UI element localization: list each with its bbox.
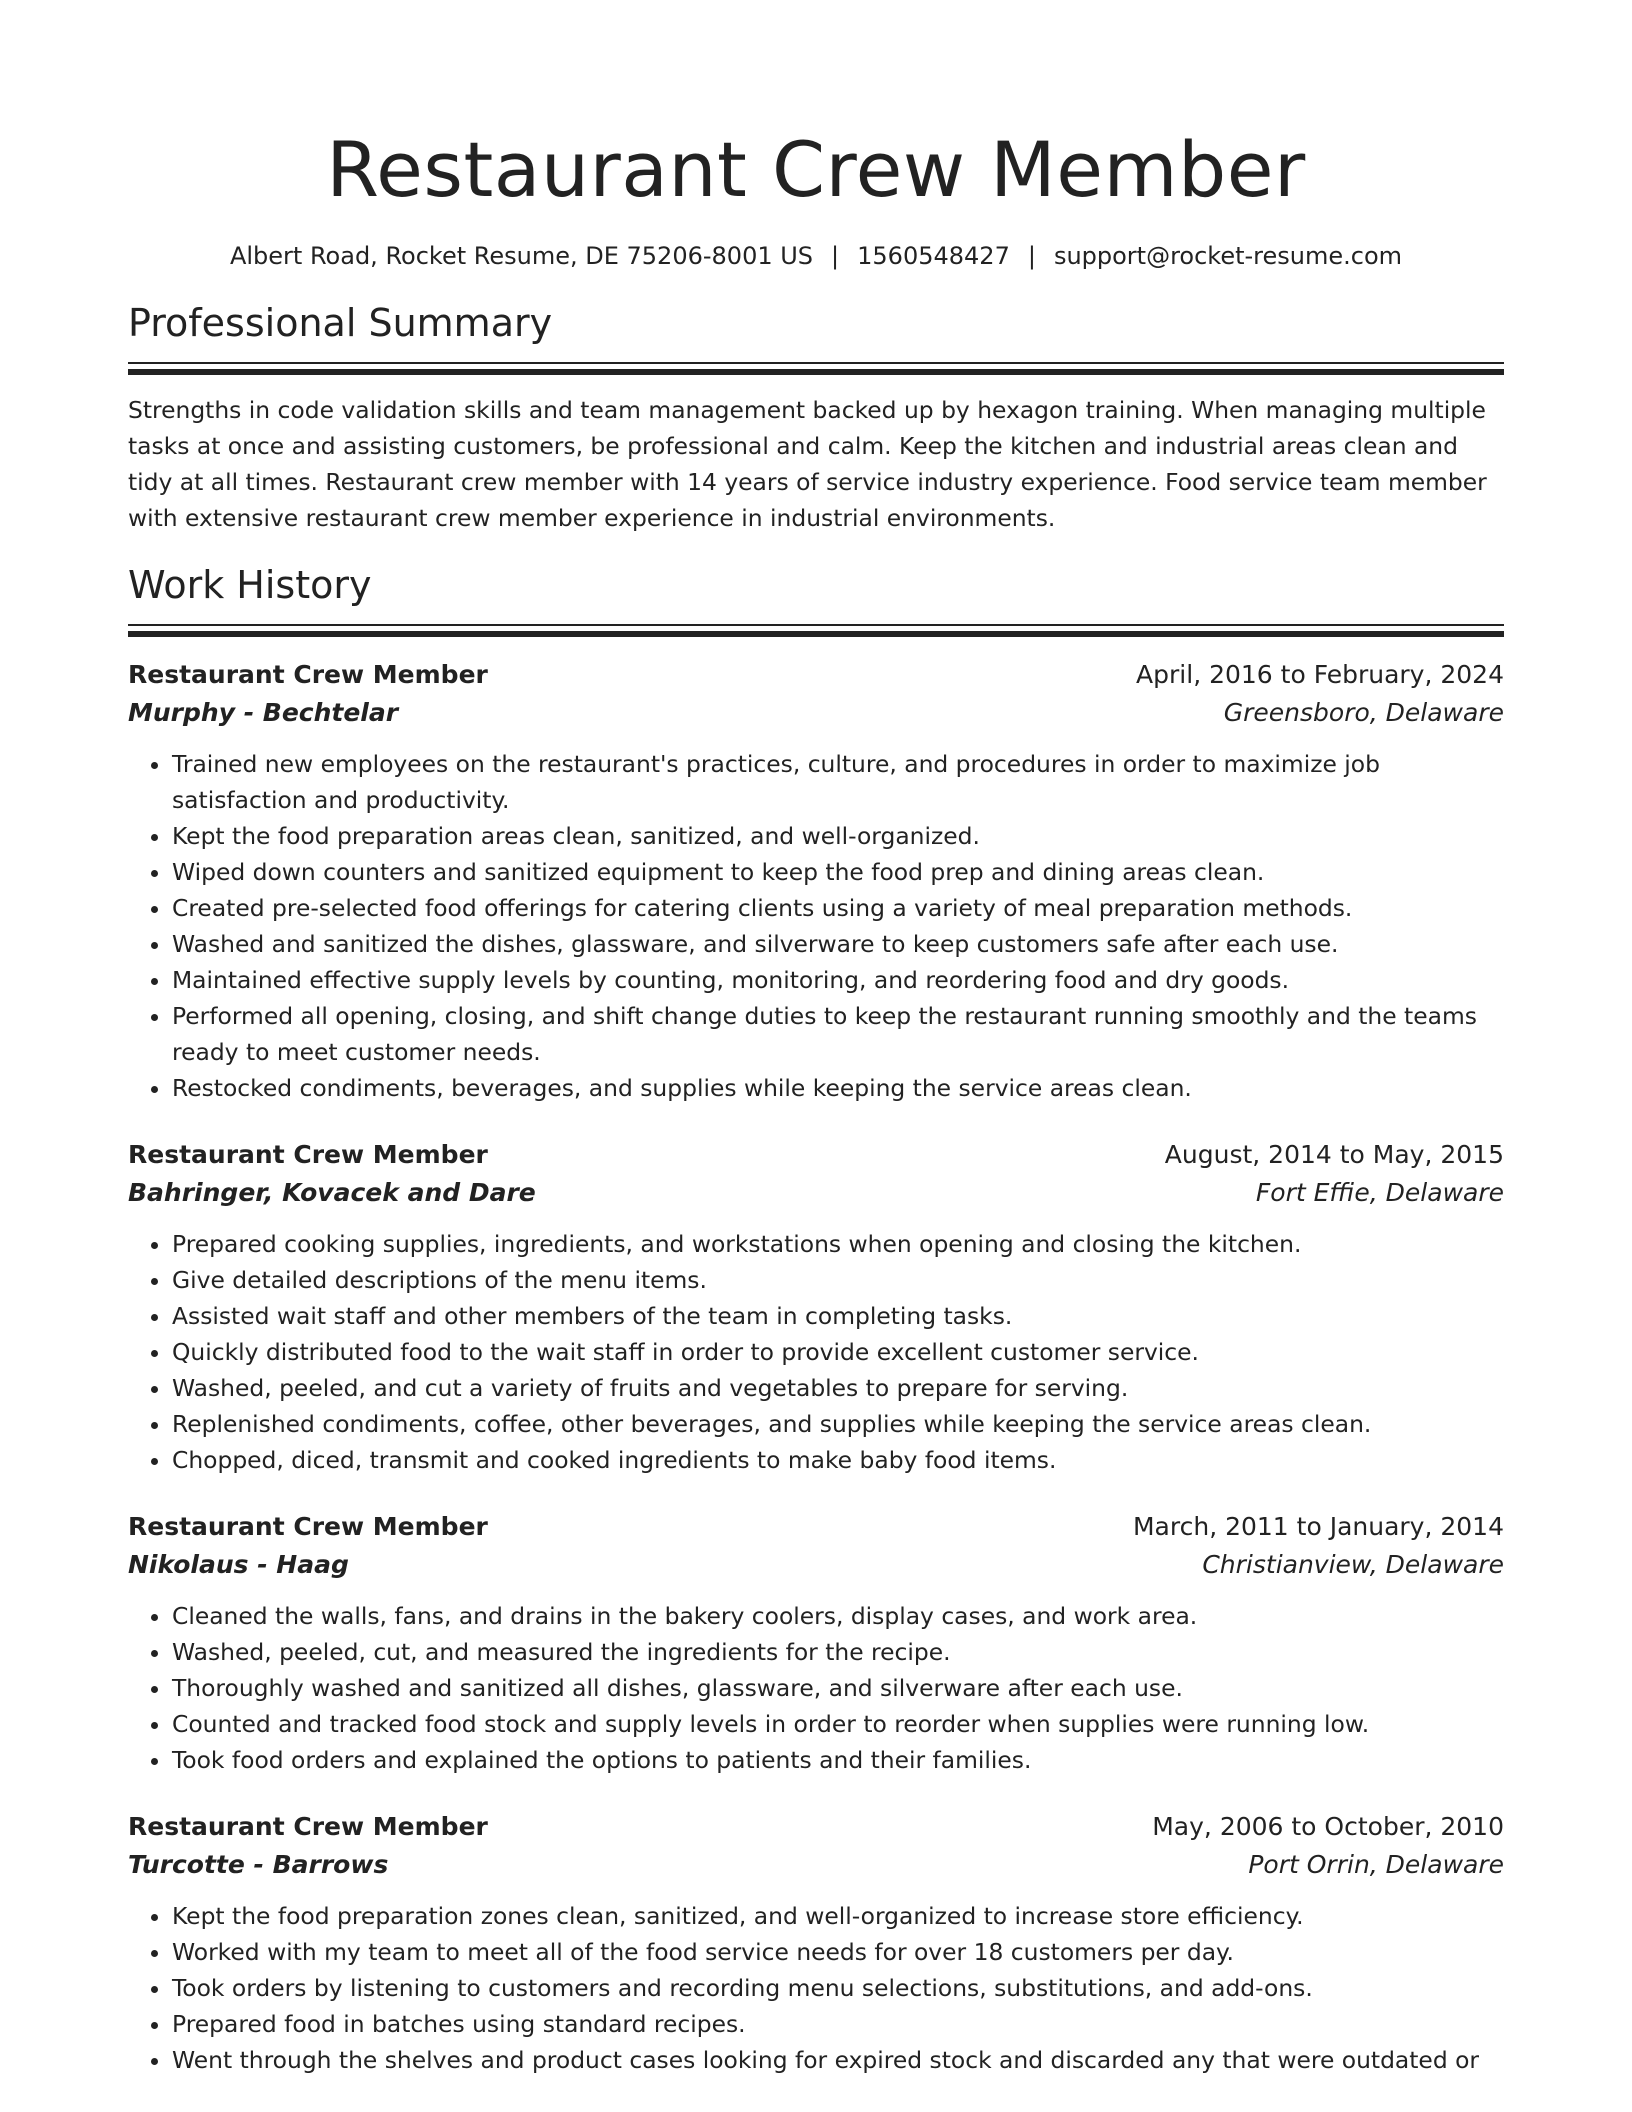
job-entry <box>128 1508 1504 1778</box>
job-bullet: • Kept the food preparation areas clean, sanitized, and well-organized. <box>172 818 1504 854</box>
job-location: Port Orrin, Delaware <box>1248 1850 1504 1879</box>
job-entry <box>128 1808 1504 2078</box>
job-company: Murphy - Bechtelar <box>128 698 399 727</box>
job-company-row <box>128 1546 1504 1584</box>
divider-thin-line <box>128 624 1504 626</box>
job-company-row <box>128 1174 1504 1212</box>
job-bullet: • Chopped, diced, transmit and cooked ingredients to make baby food items. <box>172 1442 1504 1478</box>
work-history-heading: Work History <box>128 563 372 607</box>
job-bullets <box>128 1226 1504 1478</box>
job-bullet: • Washed, peeled, and cut a variety of fruits and vegetables to prepare for serving. <box>172 1370 1504 1406</box>
divider-thick-line <box>128 369 1504 375</box>
summary-heading: Professional Summary <box>128 301 553 345</box>
job-company: Bahringer, Kovacek and Dare <box>128 1178 536 1207</box>
resume-page <box>128 0 1504 2078</box>
job-bullet: • Replenished condiments, coffee, other beverages, and supplies while keeping the service areas clean. <box>172 1406 1504 1442</box>
job-header-row <box>128 656 1504 694</box>
contact-phone: 1560548427 <box>857 242 1010 270</box>
job-bullet: • Created pre-selected food offerings for catering clients using a variety of meal preparation methods. <box>172 890 1504 926</box>
job-location: Fort Effie, Delaware <box>1255 1178 1504 1207</box>
contact-separator: | <box>831 242 840 270</box>
job-bullet: • Worked with my team to meet all of the food service needs for over 18 customers per day. <box>172 1934 1504 1970</box>
job-bullet: • Took orders by listening to customers and recording menu selections, substitutions, and add-ons. <box>172 1970 1504 2006</box>
job-bullet: • Counted and tracked food stock and supply levels in order to reorder when supplies were running low. <box>172 1706 1504 1742</box>
job-bullet: • Cleaned the walls, fans, and drains in the bakery coolers, display cases, and work area. <box>172 1598 1504 1634</box>
job-bullet: • Thoroughly washed and sanitized all dishes, glassware, and silverware after each use. <box>172 1670 1504 1706</box>
job-entry <box>128 1136 1504 1478</box>
job-bullet: • Performed all opening, closing, and shift change duties to keep the restaurant running smoothly and the teams ready to meet customer needs. <box>172 998 1504 1070</box>
job-bullet: • Quickly distributed food to the wait staff in order to provide excellent customer service. <box>172 1334 1504 1370</box>
job-bullet: • Took food orders and explained the options to patients and their families. <box>172 1742 1504 1778</box>
contact-email: support@rocket-resume.com <box>1053 242 1403 270</box>
job-company: Nikolaus - Haag <box>128 1550 349 1579</box>
job-bullet: • Kept the food preparation zones clean, sanitized, and well-organized to increase store efficiency. <box>172 1898 1504 1934</box>
job-title: Restaurant Crew Member <box>128 1140 488 1169</box>
job-bullet: • Wiped down counters and sanitized equipment to keep the food prep and dining areas clean. <box>172 854 1504 890</box>
job-company-row <box>128 694 1504 732</box>
job-location: Greensboro, Delaware <box>1223 698 1504 727</box>
summary-text: Strengths in code validation skills and team management backed up by hexagon training. When managing multiple tasks at once and assisting customers, be professional and calm. Keep the kitchen and industrial areas clean and tidy at all times. Restaurant crew member with 14 years of service industry experience. Food service team member with extensive restaurant crew member experience in industrial environments. <box>128 396 1487 532</box>
job-bullet: • Restocked condiments, beverages, and supplies while keeping the service areas clean. <box>172 1070 1504 1106</box>
job-bullet: • Prepared food in batches using standard recipes. <box>172 2006 1504 2042</box>
job-header-row <box>128 1136 1504 1174</box>
resume-name: Restaurant Crew Member <box>326 125 1306 214</box>
job-bullet: • Washed and sanitized the dishes, glassware, and silverware to keep customers safe after each use. <box>172 926 1504 962</box>
divider-thick-line <box>128 631 1504 637</box>
divider-thin-line <box>128 362 1504 364</box>
job-dates: August, 2014 to May, 2015 <box>1164 1140 1504 1169</box>
job-title: Restaurant Crew Member <box>128 1512 488 1541</box>
job-dates: April, 2016 to February, 2024 <box>1136 660 1504 689</box>
job-title: Restaurant Crew Member <box>128 660 488 689</box>
job-bullet: • Give detailed descriptions of the menu items. <box>172 1262 1504 1298</box>
job-company: Turcotte - Barrows <box>128 1850 389 1879</box>
section-divider <box>128 362 1504 376</box>
job-entry <box>128 656 1504 1106</box>
job-bullet: • Maintained effective supply levels by counting, monitoring, and reordering food and dry goods. <box>172 962 1504 998</box>
contact-separator: | <box>1027 242 1036 270</box>
job-company-row <box>128 1846 1504 1884</box>
job-header-row <box>128 1508 1504 1546</box>
job-list <box>128 656 1504 2078</box>
job-bullets <box>128 746 1504 1106</box>
job-bullet: • Went through the shelves and product cases looking for expired stock and discarded any that were outdated or <box>172 2042 1504 2078</box>
job-location: Christianview, Delaware <box>1202 1550 1504 1579</box>
job-bullets <box>128 1898 1504 2078</box>
job-dates: May, 2006 to October, 2010 <box>1152 1812 1504 1841</box>
job-dates: March, 2011 to January, 2014 <box>1132 1512 1504 1541</box>
job-bullet: • Washed, peeled, cut, and measured the ingredients for the recipe. <box>172 1634 1504 1670</box>
section-divider <box>128 624 1504 638</box>
job-header-row <box>128 1808 1504 1846</box>
job-bullet: • Trained new employees on the restaurant's practices, culture, and procedures in order to maximize job satisfaction and productivity. <box>172 746 1504 818</box>
job-bullet: • Prepared cooking supplies, ingredients, and workstations when opening and closing the kitchen. <box>172 1226 1504 1262</box>
job-bullet: • Assisted wait staff and other members of the team in completing tasks. <box>172 1298 1504 1334</box>
job-bullets <box>128 1598 1504 1778</box>
contact-line <box>128 238 1504 274</box>
contact-address: Albert Road, Rocket Resume, DE 75206-8001 US <box>229 242 814 270</box>
job-title: Restaurant Crew Member <box>128 1812 488 1841</box>
